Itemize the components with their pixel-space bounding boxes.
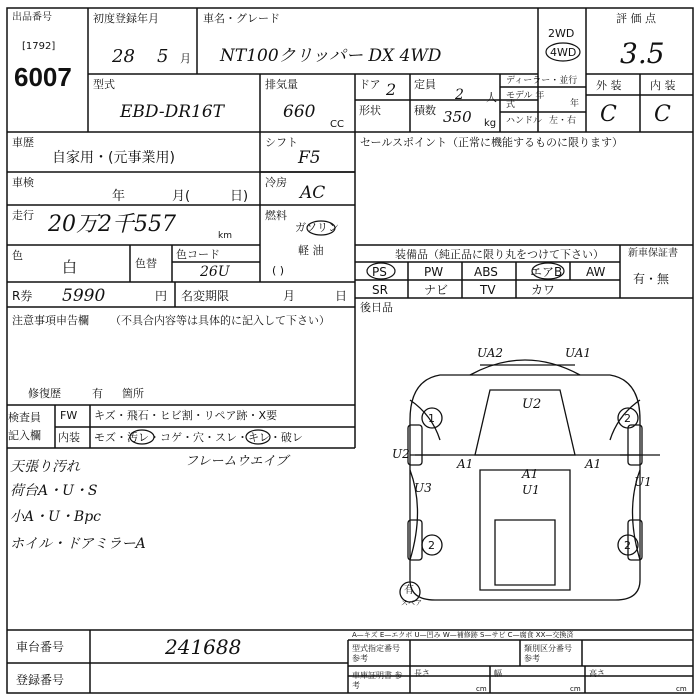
- shift-label: シフト: [265, 136, 298, 149]
- fuel-paren: ( ): [272, 264, 285, 277]
- fuel-label: 燃料: [265, 209, 287, 222]
- notes-label: 注意事項申告欄: [12, 314, 89, 327]
- inspection-month: 月(: [172, 189, 191, 204]
- fw-label: FW: [60, 409, 78, 422]
- color-change-label: 色替: [135, 257, 157, 270]
- fuel-gas: ガソリン: [295, 221, 339, 234]
- handle-label: ハンドル: [506, 116, 543, 126]
- color-value: 白: [62, 258, 78, 276]
- capacity-label: 定員: [414, 78, 436, 91]
- drive-4wd: 4WD: [550, 46, 577, 59]
- fw-items: キズ・飛石・ヒビ割・リペア跡・X要: [94, 409, 278, 422]
- inspector-note-right: フレームウエイブ: [185, 454, 289, 469]
- diagram-label-ua1: UA1: [565, 346, 592, 360]
- year-unit: 年: [570, 99, 580, 109]
- lot-code: [1792]: [22, 41, 56, 52]
- equipment-sr: SR: [372, 283, 388, 297]
- diagram-label-u1-center: U1: [522, 483, 540, 497]
- inspector-note-4: ホイル・ドアミラーA: [10, 536, 146, 552]
- load-unit: kg: [484, 118, 497, 129]
- model-year-label: モデル 年式: [506, 91, 545, 110]
- color-label: 色: [12, 249, 23, 262]
- interior-row-label: 内装: [58, 431, 80, 444]
- displacement-unit: CC: [330, 119, 344, 130]
- mileage-value: 20万2千557: [48, 212, 176, 237]
- width-unit: cm: [570, 685, 581, 693]
- shift-value: F5: [298, 148, 321, 168]
- name-change-month: 月: [283, 289, 296, 303]
- lot-label: 出品番号: [12, 12, 52, 23]
- equipment-tv: TV: [480, 283, 496, 297]
- first-reg-label: 初度登録年月: [93, 12, 159, 25]
- doors-value: 2: [386, 80, 397, 99]
- load-label: 積数: [414, 104, 436, 117]
- score-label: 評 価 点: [616, 12, 656, 25]
- shape-label: 形状: [359, 104, 381, 117]
- model-value: NT100クリッパー DX 4WD: [220, 46, 442, 66]
- inspection-day: 日): [230, 189, 249, 204]
- model-label: 車名・グレード: [203, 12, 280, 25]
- equipment-airbag: エアB: [530, 265, 563, 279]
- height-label: 高さ: [589, 669, 605, 678]
- first-reg-month: 5: [157, 46, 169, 67]
- diagram-circle-1: 1: [428, 412, 435, 425]
- equipment-navi: ナビ: [424, 283, 449, 297]
- inspector-note-1: 天張り汚れ: [10, 459, 80, 475]
- first-reg-month-unit: 月: [180, 52, 191, 65]
- diagram-label-u1-right: U1: [634, 475, 652, 489]
- inspection-label: 車検: [12, 176, 34, 189]
- diagram-label-a1-center: A1: [522, 467, 539, 481]
- inspection-year: 年: [112, 189, 126, 204]
- equipment-label: 装備品（純正品に限り丸をつけて下さい）: [395, 248, 604, 261]
- repair-parts: 箇所: [122, 387, 144, 400]
- width-label: 幅: [494, 669, 502, 678]
- fuel-diesel: 軽 油: [298, 244, 324, 257]
- category-label: 類別区分番号 参考: [524, 644, 572, 663]
- diagram-label-ua2: UA2: [477, 346, 504, 360]
- notes-instruction: （不具合内容等は具体的に記入して下さい）: [110, 314, 330, 327]
- diagram-circle-2-left: 2: [428, 539, 435, 552]
- name-change-label: 名変期限: [181, 289, 230, 303]
- diagram-label-u2-left: U2: [392, 447, 410, 461]
- color-code-value: 26U: [200, 264, 230, 280]
- history-value: 自家用・(元事業用): [52, 150, 175, 166]
- exterior-label: 外 装: [596, 79, 622, 92]
- mileage-unit: km: [218, 231, 232, 241]
- equipment-leather: カワ: [531, 283, 556, 297]
- capacity-unit: 人: [486, 91, 497, 104]
- inspector-label: 検査員 記入欄: [8, 411, 41, 442]
- repair-label: 修復歴: [28, 387, 61, 400]
- reg-number-label: 登録番号: [16, 673, 65, 687]
- equipment-aw: AW: [586, 265, 606, 279]
- interior-label: 内 装: [650, 79, 676, 92]
- color-code-label: 色コード: [176, 248, 220, 261]
- sales-point-label: セールスポイント（正常に機能するものに限ります）: [360, 136, 624, 149]
- doors-label: ドア: [359, 78, 381, 91]
- inspector-note-3: 小A・U・Bpc: [10, 509, 101, 525]
- ac-label: 冷房: [265, 176, 287, 189]
- chassis-label: 車台番号: [16, 640, 65, 654]
- length-unit: cm: [476, 685, 487, 693]
- repair-value: 有: [92, 387, 103, 400]
- diagram-circle-2-top: 2: [624, 412, 631, 425]
- equipment-abs: ABS: [474, 265, 498, 279]
- displacement-value: 660: [283, 102, 316, 122]
- aftermarket-label: 後日品: [360, 301, 393, 314]
- mileage-label: 走行: [12, 209, 34, 222]
- height-unit: cm: [676, 685, 687, 693]
- recycle-value: 5990: [62, 286, 106, 306]
- interior-grade: C: [654, 102, 671, 127]
- equipment-pw: PW: [424, 265, 444, 279]
- capacity-value: 2: [455, 87, 464, 103]
- handle-options: 左・右: [549, 116, 577, 126]
- certificate-label: 車庫証明書 参考: [352, 671, 403, 690]
- diagram-label-u3: U3: [414, 481, 432, 495]
- length-label: 長さ: [414, 669, 430, 678]
- damage-legend: A—キズ E—エクボ U—凹み W—補修跡 S—サビ C—腐食 XX—交換済: [352, 631, 574, 639]
- inspector-note-2: 荷台A・U・S: [10, 483, 98, 499]
- lot-number: 6007: [14, 62, 72, 92]
- diagram-label-a1-right: A1: [585, 457, 602, 471]
- recycle-unit: 円: [155, 289, 168, 303]
- drive-2wd: 2WD: [548, 27, 575, 40]
- dealer-label: ディーラー・並行: [506, 76, 578, 86]
- load-value: 350: [443, 108, 472, 126]
- ac-value: AC: [300, 183, 326, 203]
- recycle-label: R券: [12, 289, 33, 303]
- exterior-grade: C: [600, 102, 617, 127]
- chassis-value: 241688: [165, 635, 242, 659]
- warranty-label: 新車保証書: [628, 248, 678, 259]
- type-value: EBD-DR16T: [120, 102, 224, 122]
- interior-items: モズ・汚レ・コゲ・穴・スレ・キレ・破レ: [94, 431, 303, 444]
- equipment-ps: PS: [372, 265, 387, 279]
- diagram-label-spare-mark: 有: [404, 585, 414, 596]
- warranty-options: 有・無: [633, 272, 670, 286]
- score-value: 3.5: [620, 37, 665, 70]
- type-label: 型式: [93, 78, 115, 91]
- name-change-day: 日: [335, 289, 348, 303]
- displacement-label: 排気量: [265, 78, 298, 91]
- history-label: 車歴: [12, 136, 34, 149]
- diagram-label-spare: スペア: [401, 599, 422, 607]
- diagram-label-a1-left: A1: [457, 457, 474, 471]
- first-reg-year: 28: [112, 46, 135, 67]
- type-certified-label: 型式指定番号 参考: [352, 644, 400, 663]
- diagram-label-u2-top: U2: [522, 397, 542, 412]
- diagram-circle-2-right: 2: [624, 539, 631, 552]
